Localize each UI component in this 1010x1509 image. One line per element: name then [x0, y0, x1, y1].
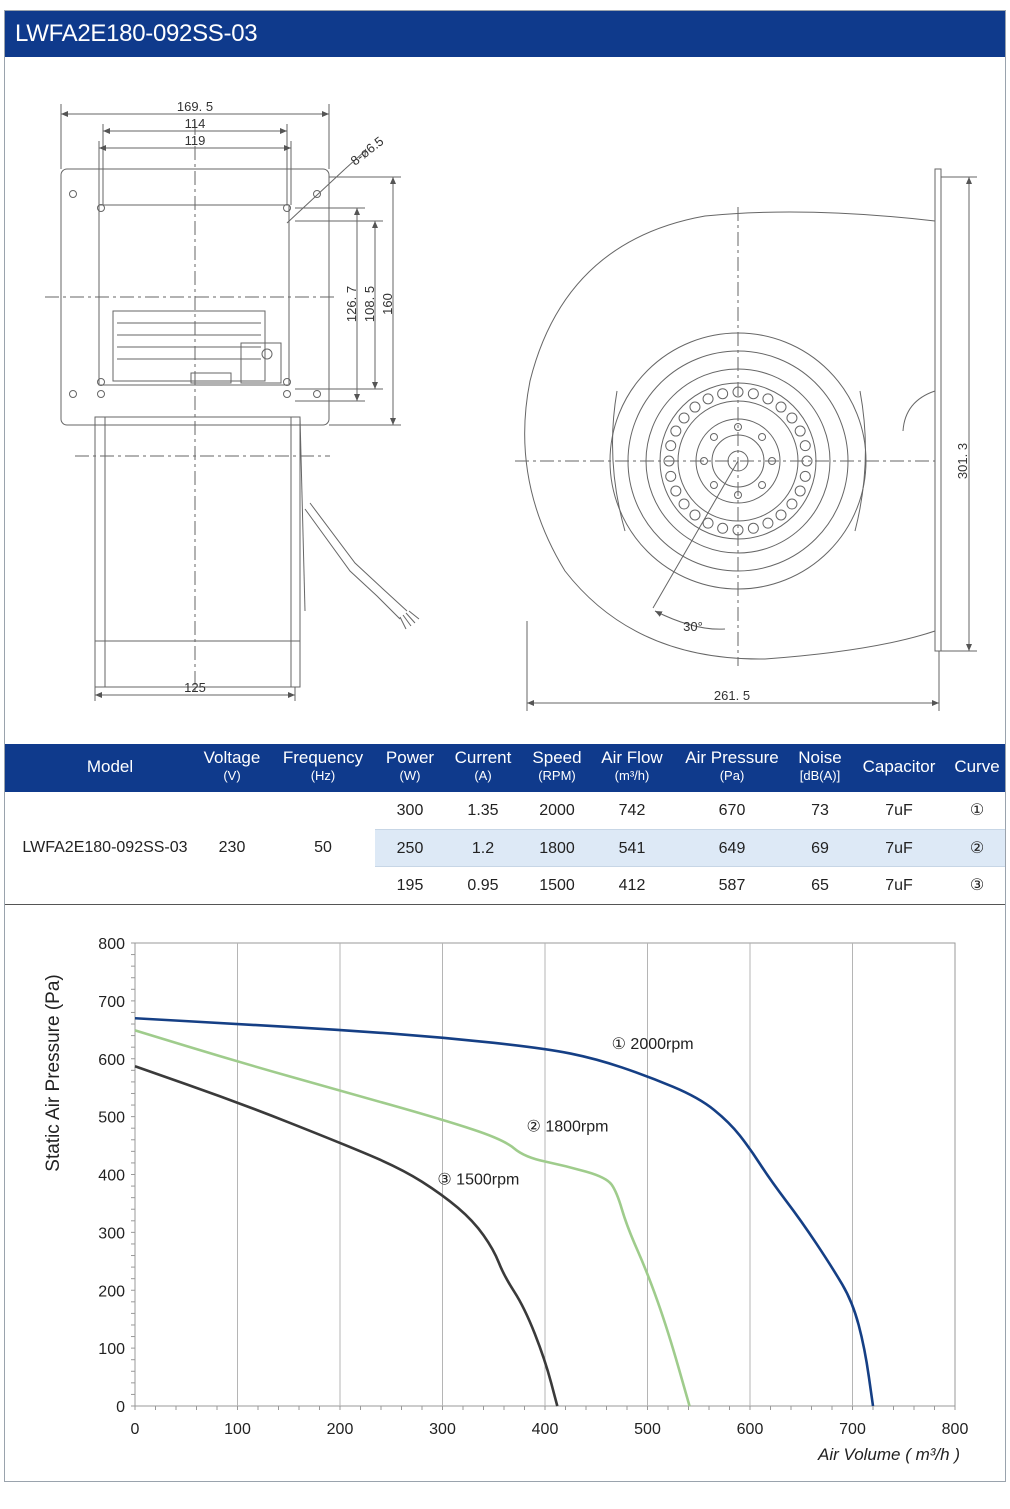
y-axis-label: Static Air Pressure (Pa) [43, 974, 64, 1172]
header-speed: Speed (RPM) [532, 748, 582, 783]
y-tick-label: 600 [98, 1051, 125, 1069]
dim-169-5: 169. 5 [176, 99, 214, 114]
cell-curve: ① [969, 802, 985, 819]
header-curve: Curve [954, 757, 1000, 776]
y-tick-label: 300 [98, 1225, 125, 1243]
y-tick-label: 200 [98, 1283, 125, 1301]
dimension-drawing [5, 57, 1005, 745]
table-row [375, 792, 1005, 830]
x-tick-label: 300 [429, 1421, 456, 1438]
x-tick-label: 700 [839, 1421, 866, 1438]
cell-air-pressure: 670 [718, 802, 746, 819]
title-bar [5, 11, 1005, 57]
header-capacitor: Capacitor [862, 757, 936, 776]
cell-noise: 65 [811, 877, 829, 894]
volute-outline [525, 171, 935, 659]
x-tick-label: 600 [736, 1421, 764, 1438]
spec-table-body [5, 792, 1005, 905]
cell-current: 1.35 [467, 802, 499, 819]
dim-119: 119 [184, 133, 206, 148]
performance-chart-svg [5, 906, 1005, 1482]
y-tick-label: 500 [98, 1109, 125, 1127]
header-frequency: Frequency (Hz) [282, 748, 364, 783]
series-label: ① 2000rpm [611, 1035, 694, 1053]
table-row [375, 829, 1005, 867]
dim-126-7: 126. 7 [344, 285, 359, 323]
cell-current: 0.95 [467, 877, 499, 894]
series-line [135, 1018, 873, 1406]
cell-power: 195 [396, 877, 424, 894]
dim-holes: 8-ø6.5 [347, 133, 387, 169]
spec-table-header [5, 744, 1005, 792]
cell-air-flow: 742 [618, 802, 646, 819]
x-tick-label: 400 [531, 1421, 559, 1438]
series-line [135, 1066, 557, 1406]
cell-capacitor: 7uF [885, 877, 913, 894]
dim-160: 160 [380, 293, 395, 315]
performance-chart [5, 906, 1005, 1482]
x-tick-label: 0 [130, 1421, 140, 1438]
cell-power: 300 [396, 802, 424, 819]
y-tick-label: 800 [98, 936, 125, 953]
cell-frequency: 50 [314, 839, 332, 856]
y-tick-label: 700 [98, 993, 125, 1011]
series-label: ③ 1500rpm [437, 1171, 520, 1189]
cell-voltage: 230 [218, 839, 246, 856]
cell-curve: ③ [969, 877, 985, 894]
cell-power: 250 [396, 840, 424, 857]
series-label: ② 1800rpm [526, 1118, 609, 1136]
y-tick-label: 0 [116, 1399, 125, 1416]
header-air-flow: Air Flow (m³/h) [601, 748, 663, 783]
header-model: Model [86, 757, 134, 776]
cell-curve: ② [969, 840, 985, 857]
spec-table [5, 744, 1005, 905]
series-line [135, 1030, 690, 1406]
dim-angle: 30° [683, 619, 703, 634]
technical-drawing [5, 57, 1005, 745]
datasheet [4, 10, 1006, 1482]
cell-capacitor: 7uF [885, 840, 913, 857]
cell-speed: 1800 [539, 840, 575, 857]
cell-current: 1.2 [471, 840, 495, 857]
y-tick-label: 100 [98, 1341, 125, 1359]
cell-air-flow: 541 [618, 840, 646, 857]
cell-speed: 1500 [539, 877, 575, 894]
cell-capacitor: 7uF [885, 802, 913, 819]
x-tick-label: 200 [326, 1421, 354, 1438]
cell-model: LWFA2E180-092SS-03 [22, 839, 188, 856]
cell-air-flow: 412 [618, 877, 646, 894]
x-axis-label: Air Volume ( m³/h ) [817, 1445, 960, 1464]
dim-301-3: 301. 3 [955, 442, 970, 480]
dim-125: 125 [184, 680, 206, 695]
table-row [375, 867, 1005, 905]
dim-114: 114 [184, 116, 206, 131]
product-title: LWFA2E180-092SS-03 [15, 20, 258, 47]
cell-noise: 73 [811, 802, 829, 819]
cell-air-pressure: 649 [718, 840, 746, 857]
header-noise: Noise [dB(A)] [798, 748, 842, 783]
x-tick-label: 500 [634, 1421, 661, 1438]
dim-261-5: 261. 5 [713, 688, 751, 703]
x-tick-label: 800 [941, 1421, 969, 1438]
header-power: Power (W) [385, 748, 435, 783]
y-tick-label: 400 [98, 1167, 125, 1185]
header-air-pressure: Air Pressure (Pa) [685, 748, 779, 783]
header-voltage: Voltage (V) [203, 748, 261, 783]
header-current: Current (A) [454, 748, 512, 783]
dim-108-5: 108. 5 [362, 285, 377, 323]
x-tick-label: 100 [224, 1421, 251, 1438]
cell-noise: 69 [811, 840, 829, 857]
cell-air-pressure: 587 [718, 877, 746, 894]
cell-speed: 2000 [539, 802, 575, 819]
